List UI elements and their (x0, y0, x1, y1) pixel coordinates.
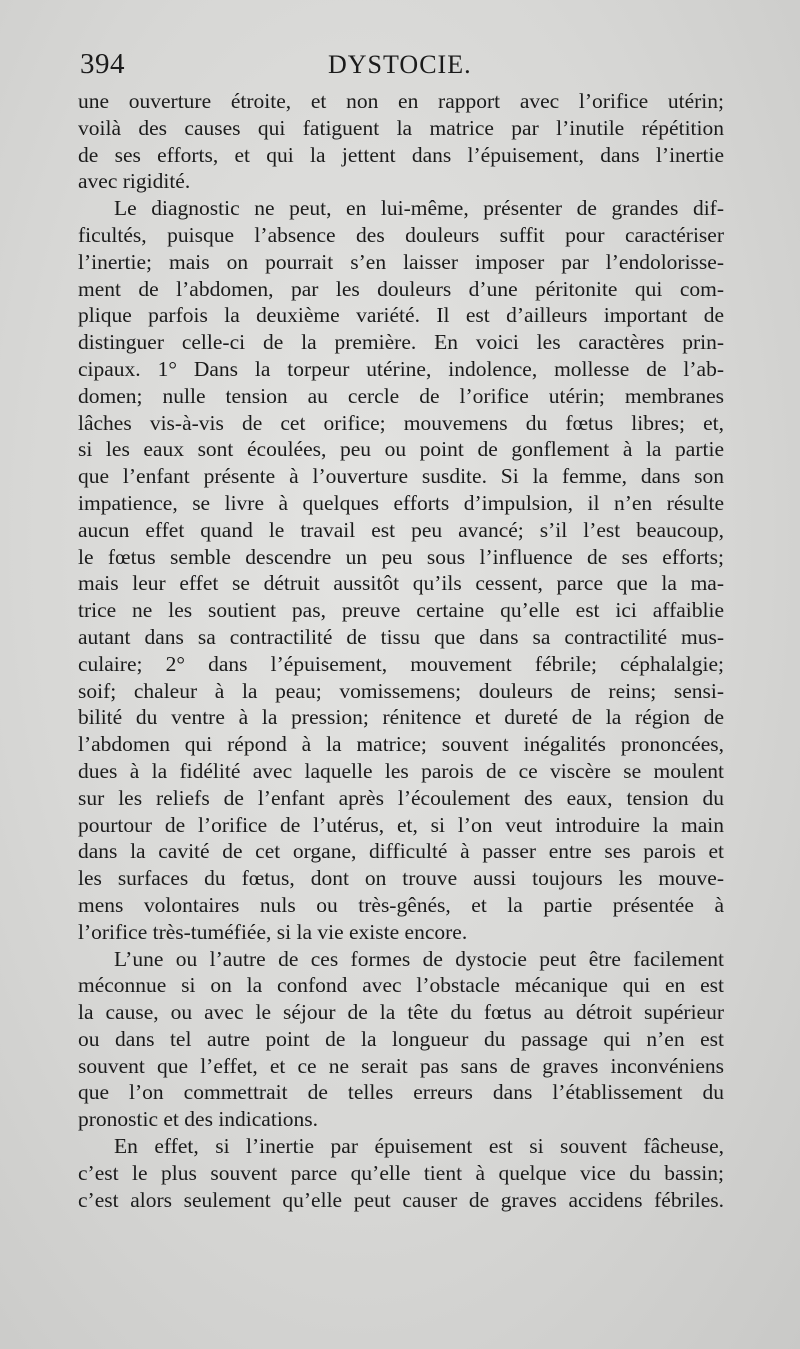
text-line: c’est alors seulement qu’elle peut causer de graves accidens fébriles. (78, 1187, 724, 1212)
text-line: l’abdomen qui répond à la matrice; souvent inégalités prononcées, (78, 732, 724, 757)
text-line: dans la cavité de cet organe, difficulté à passer entre ses parois et (78, 839, 724, 864)
text-line: domen; nulle tension au cercle de l’orifice utérin; membranes (78, 383, 724, 408)
text-line: soif; chaleur à la peau; vomissemens; douleurs de reins; sensi- (78, 678, 724, 703)
text-line: L’une ou l’autre de ces formes de dystocie peut être facilement (114, 946, 724, 971)
text-line: pronostic et des indications. (78, 1107, 319, 1132)
text-line: bilité du ventre à la pression; rénitence et dureté de la région de (78, 705, 724, 730)
text-line: ou dans tel autre point de la longueur du passage qui n’en est (78, 1026, 724, 1051)
text-line: une ouverture étroite, et non en rapport avec l’orifice utérin; (78, 89, 724, 113)
text-line: Le diagnostic ne peut, en lui-même, présenter de grandes dif- (114, 196, 724, 221)
text-line: culaire; 2° dans l’épuisement, mouvement fébrile; céphalalgie; (78, 651, 724, 676)
page-number: 394 (80, 48, 125, 80)
text-line: En effet, si l’inertie par épuisement est si souvent fâcheuse, (114, 1134, 724, 1159)
text-line: impatience, se livre à quelques efforts d’impulsion, il n’en résulte (78, 490, 724, 515)
text-line: plique parfois la deuxième variété. Il est d’ailleurs important de (78, 303, 724, 328)
text-line: voilà des causes qui fatiguent la matrice par l’inutile répétition (78, 115, 724, 140)
text-line: la cause, ou avec le séjour de la tête du fœtus au détroit supérieur (78, 1000, 724, 1025)
text-line: les surfaces du fœtus, dont on trouve aussi toujours les mouve- (78, 866, 724, 891)
text-line: pourtour de l’orifice de l’utérus, et, si l’on veut introduire la main (78, 812, 724, 837)
text-line: l’inertie; mais on pourrait s’en laisser imposer par l’endolorisse- (78, 249, 724, 274)
text-line: avec rigidité. (78, 169, 191, 194)
text-line: de ses efforts, et qui la jettent dans l’épuisement, dans l’inertie (78, 142, 724, 167)
text-line: que l’on commettrait de telles erreurs dans l’établissement du (78, 1080, 724, 1105)
text-line: lâches vis-à-vis de cet orifice; mouvemens du fœtus libres; et, (78, 410, 724, 435)
text-line: méconnue si on la confond avec l’obstacle mécanique qui en est (78, 973, 724, 998)
text-line: l’orifice très-tuméfiée, si la vie existe encore. (78, 919, 468, 944)
text-line: mens volontaires nuls ou très-gênés, et la partie présentée à (78, 892, 724, 917)
text-line: c’est le plus souvent parce qu’elle tient à quelque vice du bassin; (78, 1160, 724, 1185)
text-line: souvent que l’effet, et ce ne serait pas sans de graves inconvéniens (78, 1053, 724, 1078)
text-line: autant dans sa contractilité de tissu que dans sa contractilité mus- (78, 624, 724, 649)
text-line: mais leur effet se détruit aussitôt qu’ils cessent, parce que la ma- (78, 571, 724, 596)
text-line: sur les reliefs de l’enfant après l’écoulement des eaux, tension du (78, 785, 724, 810)
text-line: aucun effet quand le travail est peu avancé; s’il l’est beaucoup, (78, 517, 724, 542)
text-line: ficultés, puisque l’absence des douleurs suffit pour caractériser (78, 222, 724, 247)
text-line: cipaux. 1° Dans la torpeur utérine, indolence, mollesse de l’ab- (78, 356, 724, 381)
text-line: si les eaux sont écoulées, peu ou point de gonflement à la partie (78, 437, 724, 462)
text-line: le fœtus semble descendre un peu sous l’influence de ses efforts; (78, 544, 724, 569)
text-line: ment de l’abdomen, par les douleurs d’une péritonite qui com- (78, 276, 724, 301)
page-header (78, 48, 728, 88)
body-text (78, 88, 724, 1213)
text-line: dues à la fidélité avec laquelle les parois de ce viscère se moulent (78, 758, 724, 783)
running-title: DYSTOCIE. (328, 50, 472, 79)
text-line: distinguer celle-ci de la première. En voici les caractères prin- (78, 330, 724, 355)
text-line: que l’enfant présente à l’ouverture susdite. Si la femme, dans son (78, 464, 724, 489)
text-line: trice ne les soutient pas, preuve certaine qu’elle est ici affaiblie (78, 598, 724, 623)
